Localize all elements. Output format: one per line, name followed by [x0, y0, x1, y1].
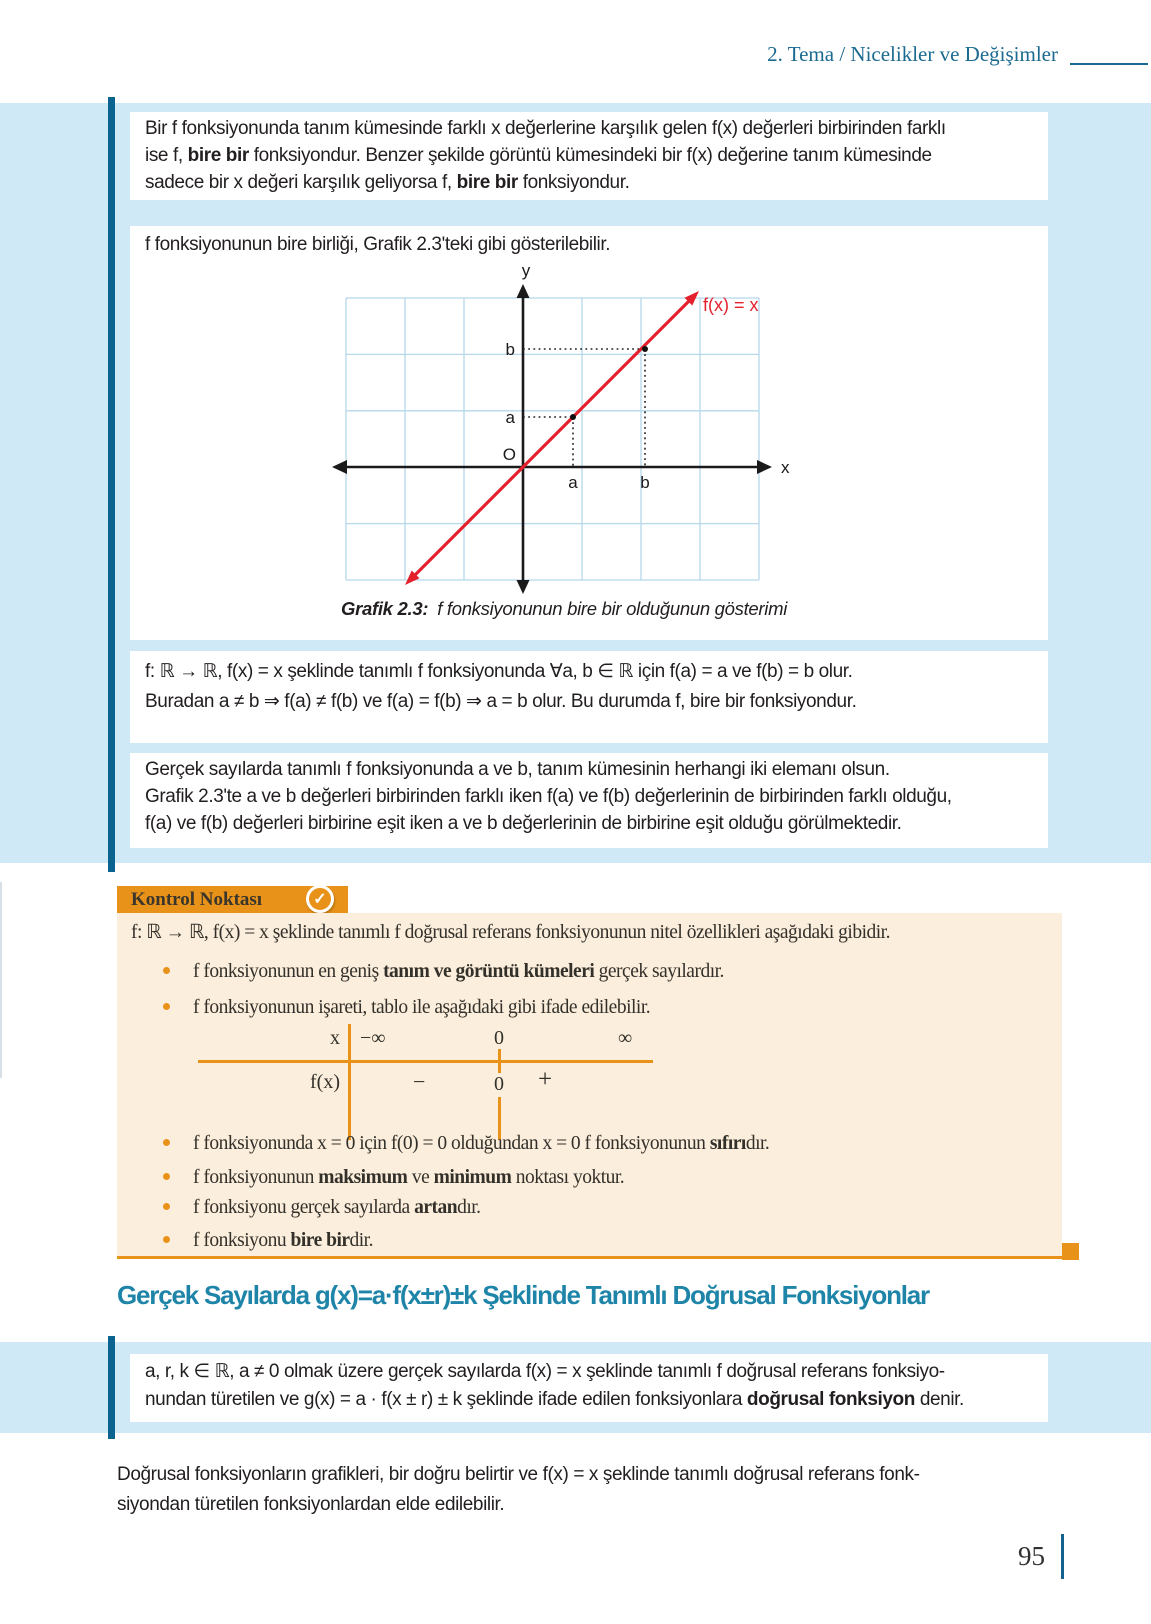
closing-line-1: Doğrusal fonksiyonların grafikleri, bir doğru belirtir ve f(x) = x şeklinde tanımlı doğrusal referans fonk-: [117, 1464, 920, 1485]
identity-line: [414, 300, 690, 576]
closing-line-2: siyondan türetilen fonksiyonlardan elde edilebilir.: [117, 1494, 505, 1515]
x-axis-label: x: [781, 458, 790, 477]
table-minus-sign: −: [413, 1069, 426, 1094]
caption-label: Grafik 2.3:: [341, 598, 429, 619]
bullet-text-5: f fonksiyonu gerçek sayılarda artandır.: [193, 1197, 481, 1218]
intro-line-2: ise f, bire bir fonksiyondur. Benzer şekilde görüntü kümesindeki bir f(x) değerine tanım kümesinde: [145, 145, 932, 166]
x-axis-arrow-right: [757, 460, 772, 474]
table-zero-tick: [498, 1049, 501, 1073]
note-line-1: Gerçek sayılarda tanımlı f fonksiyonunda a ve b, tanım kümesinin herhangi iki elemanı olsun.: [145, 759, 890, 780]
function-graph: [330, 264, 800, 594]
y-axis-label: y: [521, 264, 531, 280]
section-heading: Gerçek Sayılarda g(x)=a·f(x±r)±k Şeklinde Tanımlı Doğrusal Fonksiyonlar: [117, 1280, 929, 1310]
chapter-rule: [1070, 63, 1148, 65]
accent-bar-top: [108, 97, 115, 872]
bullet-text-2: f fonksiyonunun işareti, tablo ile aşağıdaki gibi ifade edilebilir.: [193, 997, 651, 1018]
table-zero-fx: 0: [494, 1073, 504, 1095]
table-neg-infinity: −∞: [360, 1027, 386, 1049]
page-number-rule: [1061, 1534, 1064, 1579]
bullet-icon: [163, 1139, 170, 1146]
control-point-title: Kontrol Noktası: [131, 889, 263, 910]
point-b: [642, 346, 648, 352]
bullet-icon: [163, 967, 170, 974]
table-rule: [198, 1060, 653, 1063]
a-label-y-axis: a: [505, 408, 515, 427]
bullet-text-1: f fonksiyonunun en geniş tanım ve görüntü kümeleri gerçek sayılardır.: [193, 961, 724, 982]
page-edge-line: [0, 882, 2, 1078]
corner-square: [1062, 1243, 1079, 1260]
bullet-icon: [163, 1203, 170, 1210]
note-line-2: Grafik 2.3'te a ve b değerleri birbirinden farklı iken f(a) ve f(b) değerlerinin de birbirinden farklı olduğu,: [145, 786, 952, 807]
graph-intro: f fonksiyonunun bire birliği, Grafik 2.3'teki gibi gösterilebilir.: [145, 234, 611, 255]
definition-line-1: a, r, k ∈ ℝ, a ≠ 0 olmak üzere gerçek sayılarda f(x) = x şeklinde tanımlı f doğrusal referans fonksiyo-: [145, 1361, 945, 1382]
definition-line-2: nundan türetilen ve g(x) = a · f(x ± r) ± k şeklinde ifade edilen fonksiyonlara doğrusal fonksiyon denir.: [145, 1389, 964, 1410]
bullet-text-3: f fonksiyonunda x = 0 için f(0) = 0 olduğundan x = 0 f fonksiyonunun sıfırıdır.: [193, 1133, 770, 1154]
note-line-3: f(a) ve f(b) değerleri birbirine eşit iken a ve b değerlerinin de birbirine eşit olduğu görülmektedir.: [145, 813, 902, 834]
a-label-x-axis: a: [568, 473, 578, 492]
point-a: [570, 414, 576, 420]
table-zero-x: 0: [494, 1027, 504, 1049]
proof-line-1: f: ℝ → ℝ, f(x) = x şeklinde tanımlı f fonksiyonunda ∀a, b ∈ ℝ için f(a) = a ve f(b) = b olur.: [145, 661, 853, 682]
caption-text: f fonksiyonunun bire bir olduğunun gösterimi: [437, 598, 788, 619]
intro-line-3: sadece bir x değeri karşılık geliyorsa f, bire bir fonksiyondur.: [145, 172, 630, 193]
b-label-x-axis: b: [640, 473, 650, 492]
proof-line-2: Buradan a ≠ b ⇒ f(a) ≠ f(b) ve f(a) = f(b) ⇒ a = b olur. Bu durumda f, bire bir fonksiyondur.: [145, 691, 857, 712]
table-x-label: x: [330, 1027, 340, 1049]
bullet-text-4: f fonksiyonunun maksimum ve minimum noktası yoktur.: [193, 1167, 625, 1188]
accent-bar-bottom: [108, 1336, 115, 1439]
chapter-title: 2. Tema / Nicelikler ve Değişimler: [767, 42, 1058, 66]
y-axis-arrow-up: [517, 284, 530, 298]
bullet-icon: [163, 1003, 170, 1010]
bullet-text-6: f fonksiyonu bire birdir.: [193, 1230, 373, 1251]
origin-label: O: [502, 445, 516, 464]
b-label-y-axis: b: [505, 340, 515, 359]
table-fx-label: f(x): [310, 1071, 340, 1093]
control-intro: f: ℝ → ℝ, f(x) = x şeklinde tanımlı f doğrusal referans fonksiyonunun nitel özellikleri aşağıdaki gibidir.: [131, 922, 890, 943]
table-divider: [348, 1024, 351, 1140]
intro-line-1: Bir f fonksiyonunda tanım kümesinde farklı x değerlerine karşılık gelen f(x) değerleri birbirinden farklı: [145, 118, 946, 139]
x-axis-arrow-left: [332, 460, 347, 474]
table-infinity: ∞: [618, 1027, 633, 1049]
bullet-icon: [163, 1236, 170, 1243]
bullet-icon: [163, 1173, 170, 1180]
graph-caption: [341, 598, 787, 620]
function-label: f(x) = x: [703, 295, 759, 315]
page-number: 95: [1018, 1541, 1045, 1571]
table-plus-sign: +: [538, 1066, 553, 1093]
check-icon: ✓: [306, 885, 334, 913]
y-axis-arrow-down: [517, 580, 530, 594]
